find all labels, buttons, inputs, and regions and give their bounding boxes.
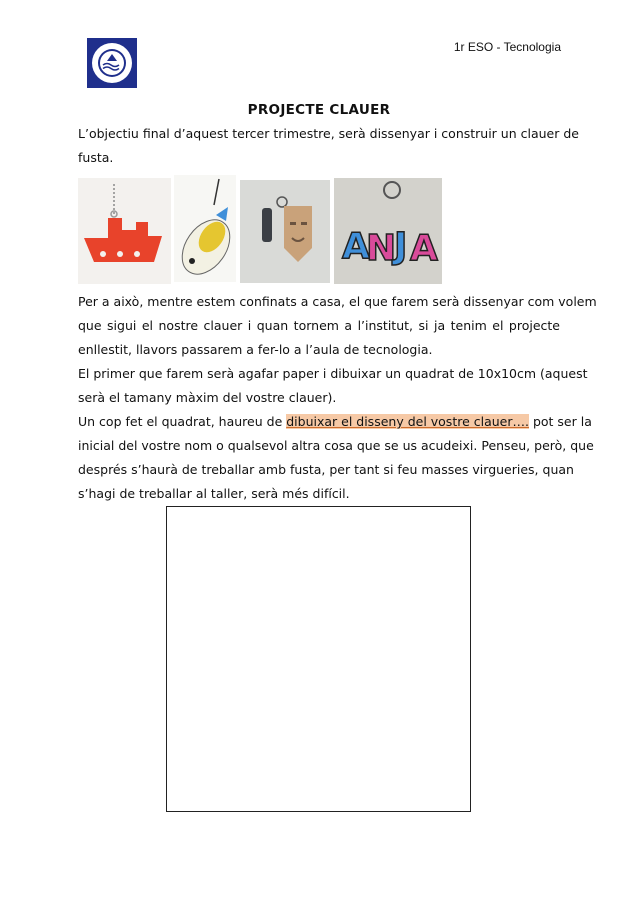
intro-line: fusta. — [78, 150, 114, 165]
svg-text:N: N — [366, 228, 397, 269]
svg-text:A: A — [410, 228, 438, 269]
body-paragraph-2 — [78, 362, 588, 410]
body-line: El primer que farem serà agafar paper i dibuixar un quadrat de 10x10cm (aquest — [78, 366, 588, 381]
body-line: enllestit, llavors passarem a fer-lo a l’aula de tecnologia. — [78, 342, 433, 357]
intro-paragraph — [78, 122, 579, 170]
red-boat-keychain-image — [78, 178, 171, 284]
intro-line: L’objectiu final d’aquest tercer trimestre, serà dissenyar i construir un clauer de — [78, 126, 579, 141]
school-logo — [87, 38, 137, 88]
body-line: després s’haurà de treballar amb fusta, per tant si feu masses virgueries, quan — [78, 462, 574, 477]
body-paragraph-1 — [78, 290, 597, 362]
body-paragraph-3 — [78, 410, 594, 506]
body-line: Per a això, mentre estem confinats a casa, el que farem serà dissenyar com volem — [78, 294, 597, 309]
mask-keychain-image — [240, 180, 330, 283]
highlighted-instruction: dibuixar el disseny del vostre clauer…. — [286, 414, 529, 429]
anja-keychain-image — [334, 178, 442, 284]
svg-text:J: J — [394, 226, 408, 267]
body-line — [78, 410, 592, 434]
body-line: que sigui el nostre clauer i quan tornem a l’institut, si ja tenim el projecte — [78, 318, 560, 333]
body-text: Un cop fet el quadrat, haureu de — [78, 414, 287, 429]
page-title: PROJECTE CLAUER — [247, 102, 391, 118]
fish-keychain-image — [174, 175, 236, 282]
svg-text:A: A — [342, 226, 370, 267]
body-line: s’hagi de treballar al taller, serà més difícil. — [78, 486, 350, 501]
body-line: serà el tamany màxim del vostre clauer). — [78, 390, 337, 405]
course-header: 1r ESO - Tecnologia — [453, 40, 561, 54]
drawing-square — [166, 506, 471, 812]
body-text: pot ser la — [528, 414, 592, 429]
body-line: inicial del vostre nom o qualsevol altra cosa que se us acudeixi. Penseu, però, que — [78, 438, 594, 453]
